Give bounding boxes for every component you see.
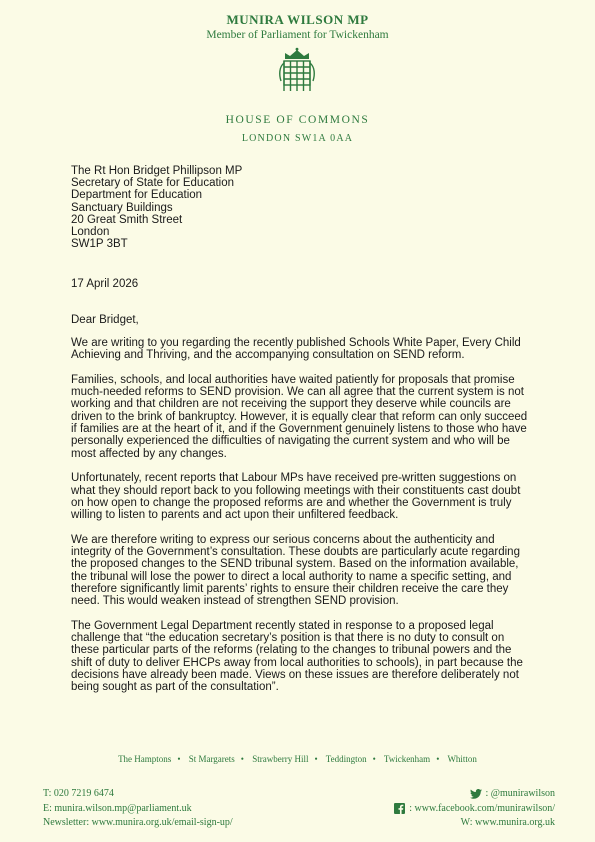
- area-name: Whitton: [447, 754, 477, 764]
- footer-twitter: : @munirawilson: [485, 788, 555, 799]
- recipient-line: 20 Great Smith Street: [71, 213, 183, 226]
- recipient-address: [71, 165, 242, 250]
- mp-subtitle: Member of Parliament for Twickenham: [206, 29, 389, 41]
- footer-newsletter[interactable]: Newsletter: www.munira.org.uk/email-sign-up/: [43, 817, 233, 828]
- recipient-line: SW1P 3BT: [71, 238, 128, 251]
- letter-body: [71, 337, 533, 706]
- area-name: Strawberry Hill: [252, 754, 309, 764]
- recipient-line: London: [71, 226, 110, 239]
- bullet-separator: •: [240, 754, 244, 764]
- area-name: Teddington: [325, 754, 367, 764]
- area-name: St Margarets: [188, 754, 235, 764]
- house-address: LONDON SW1A 0AA: [241, 133, 354, 144]
- bullet-separator: •: [436, 754, 440, 764]
- footer-facebook-row[interactable]: [394, 802, 555, 817]
- recipient-line: The Rt Hon Bridget Phillipson MP: [71, 165, 243, 177]
- bullet-separator: •: [177, 754, 181, 764]
- constituency-areas: [0, 754, 595, 764]
- salutation: Dear Bridget,: [71, 314, 139, 326]
- facebook-icon: [394, 803, 405, 814]
- footer-web[interactable]: W: www.munira.org.uk: [460, 817, 555, 828]
- body-paragraph: Unfortunately, recent reports that Labour MPs have received pre-written suggestions on what they should report back to you following meetings with their constituents cast doubt on how open to change the proposed reforms are and whether the Government is truly willing to listen to parents and act upon their unfiltered feedback.: [71, 472, 521, 522]
- portcullis-icon: [277, 47, 317, 95]
- footer-contact-right: [394, 787, 555, 831]
- area-name: Twickenham: [383, 754, 431, 764]
- house-name: HOUSE OF COMMONS: [225, 114, 370, 126]
- recipient-line: Department for Education: [71, 189, 203, 202]
- footer-facebook: : www.facebook.com/munirawilson/: [409, 802, 555, 814]
- twitter-icon: [470, 789, 482, 799]
- footer-email[interactable]: E: munira.wilson.mp@parliament.uk: [43, 802, 192, 814]
- footer-twitter-row[interactable]: [394, 787, 555, 802]
- body-paragraph: We are therefore writing to express our serious concerns about the authenticity and integrity of the Government’s consultation. These doubts are particularly acute regarding the proposed changes to the SEND tribunal system. Based on the information available, the tribunal will lose the power to direct a local authority to name a specific setting, and therefore significantly limit parents’ rights to ensure their children receive the care they need. This would weaken instead of strengthen SEND provision.: [71, 533, 520, 608]
- body-paragraph: We are writing to you regarding the recently published Schools White Paper, Every Child Achieving and Thriving, and the accompanying consultation on SEND reform.: [71, 337, 521, 362]
- letter-date: 17 April 2026: [71, 278, 139, 290]
- recipient-line: Sanctuary Buildings: [71, 201, 173, 214]
- bullet-separator: •: [314, 754, 318, 764]
- recipient-line: Secretary of State for Education: [71, 177, 235, 190]
- body-paragraph: Families, schools, and local authorities have waited patiently for proposals that promise much-needed reforms to SEND provision. We can all agree that the current system is not working and that children are not receiving the support they deserve while councils are driven to the brink of bankruptcy. However, it is equally clear that reform can only succeed if families are at the heart of it, and if the Government genuinely listens to those who have personally experienced the difficulties of navigating the current system and who will be most affected by any changes.: [71, 373, 528, 460]
- bullet-separator: •: [372, 754, 376, 764]
- footer-contact-left: [43, 787, 233, 831]
- footer-phone: T: 020 7219 6474: [43, 788, 114, 799]
- mp-name: MUNIRA WILSON MP: [226, 12, 369, 27]
- body-paragraph: The Government Legal Department recently stated in response to a proposed legal challenge that “the education secretary’s position is that there is no duty to consult on these particular parts of the reforms (relating to the changes to tribunal powers and the shift of duty to deliver EHCPs away from local authorities to schools), in part because the decisions have already been made. Views on these issues are therefore deliberately not being sought as part of the consultation”.: [71, 619, 523, 694]
- area-name: The Hamptons: [118, 754, 172, 764]
